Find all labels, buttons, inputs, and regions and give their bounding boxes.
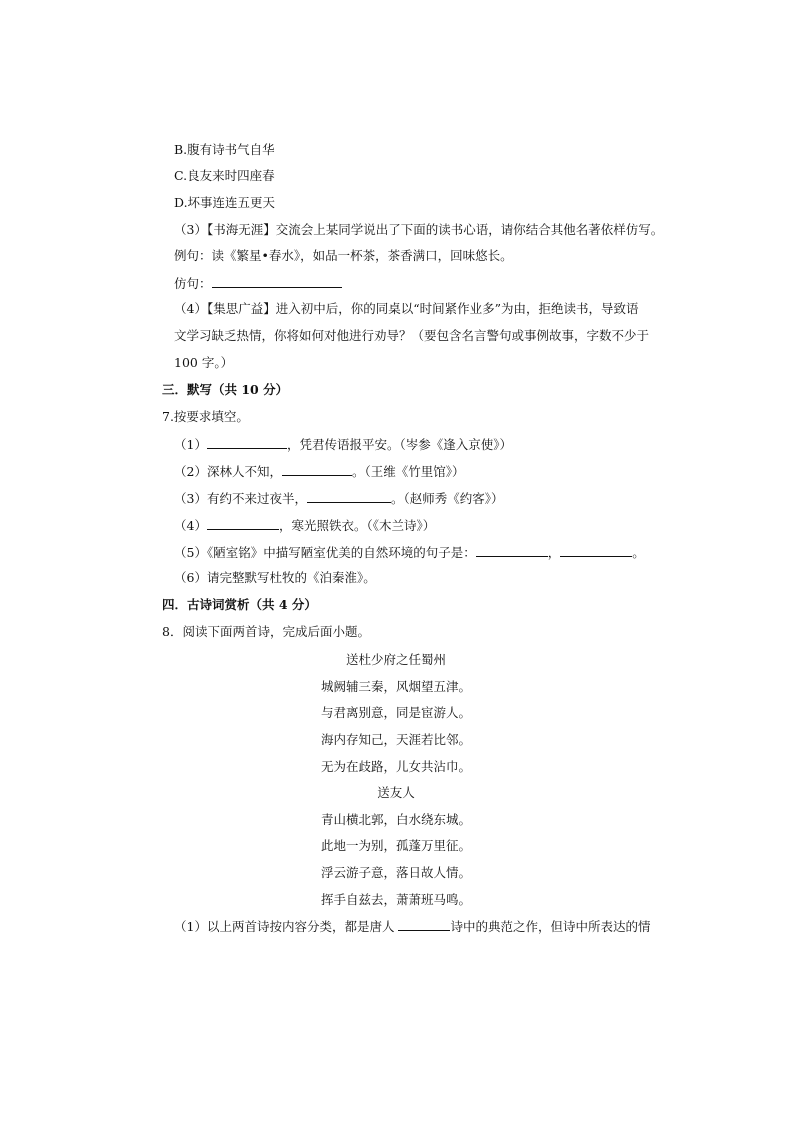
q4-line1: （4）【集思广益】进入初中后，你的同桌以“时间紧作业多”为由，拒绝读书，导致语 [174,301,639,316]
option-b: B.腹有诗书气自华 [174,142,275,157]
q7-item-3-text: （3）有约不来过夜半， [174,491,307,506]
q8-sub1 [174,918,650,935]
q7-item-5-blank-1[interactable] [476,544,548,557]
q7-item-1-blank[interactable] [207,436,287,449]
q7-item-5-blank-2[interactable] [560,544,632,557]
q3-answer-label: 仿句： [174,276,212,291]
poem1-line-2: 与君离别意，同是宦游人。 [320,705,471,720]
poem1-title: 送杜少府之任蜀州 [345,652,446,667]
q7-item-4-blank[interactable] [207,517,279,530]
q3-answer-line [174,275,342,292]
q7-prompt: 7.按要求填空。 [162,409,249,424]
poem2-line-1: 青山横北郭，白水绕东城。 [320,812,471,827]
q8-sub1-text-after: 诗中的典范之作，但诗中所表达的情 [450,919,651,934]
q4-line3: 100 字。） [174,355,234,370]
q7-item-4-text: ，寒光照铁衣。（《木兰诗》） [278,518,436,533]
q7-item-2 [174,463,464,480]
q7-item-5-period: 。 [632,545,645,560]
q7-item-2-blank[interactable] [282,463,352,476]
option-c: C.良友来时四座春 [174,168,275,183]
q7-item-5-text: （5）《陋室铭》中描写陋室优美的自然环境的句子是： [174,545,476,560]
q7-item-3 [174,490,503,507]
q7-item-4 [174,517,435,534]
q7-item-1 [174,436,512,453]
poem2-line-4: 挥手自兹去，萧萧班马鸣。 [320,892,471,907]
q8-sub1-text: （1）以上两首诗按内容分类，都是唐人 [174,919,395,934]
q8-sub1-blank[interactable] [398,918,450,931]
option-d: D.坏事连连五更天 [174,195,276,210]
poem1-line-4: 无为在歧路，儿女共沾巾。 [320,759,471,774]
q7-item-2-text: （2）深林人不知， [174,464,282,479]
q7-item-1-num: （1） [174,437,207,452]
q3-answer-blank[interactable] [212,275,342,288]
q7-item-5-comma: ， [547,545,561,560]
q7-item-5 [174,544,645,561]
q7-item-4-num: （4） [174,518,207,533]
poem1-line-1: 城阙辅三秦，风烟望五津。 [320,679,471,694]
q7-item-6: （6）请完整默写杜牧的《泊秦淮》。 [174,570,376,585]
poem2-line-2: 此地一为别，孤蓬万里征。 [320,838,471,853]
q3-prompt: （3）【书海无涯】交流会上某同学说出了下面的读书心语，请你结合其他名著依样仿写。 [174,222,664,237]
section3-heading: 三．默写（共 10 分） [162,382,289,397]
q7-item-2-source: 。（王维《竹里馆》） [351,464,465,479]
q3-example: 例句：读《繁星•春水》，如品一杯茶，茶香满口，回味悠长。 [174,248,513,263]
q4-line2: 文学习缺乏热情，你将如何对他进行劝导？（要包含名言警句或事例故事，字数不少于 [174,328,650,343]
q7-item-3-blank[interactable] [307,490,391,503]
poem1-line-3: 海内存知己，天涯若比邻。 [320,732,471,747]
poem2-line-3: 浮云游子意，落日故人情。 [320,865,471,880]
q7-item-3-source: 。（赵师秀《约客》） [390,491,504,506]
poem2-title: 送友人 [377,785,415,800]
section4-heading: 四．古诗词赏析（共 4 分） [162,597,317,612]
q8-prompt: 8．阅读下面两首诗，完成后面小题。 [162,624,370,639]
q7-item-1-text: ，凭君传语报平安。（岑参《逢入京使》） [286,437,512,452]
